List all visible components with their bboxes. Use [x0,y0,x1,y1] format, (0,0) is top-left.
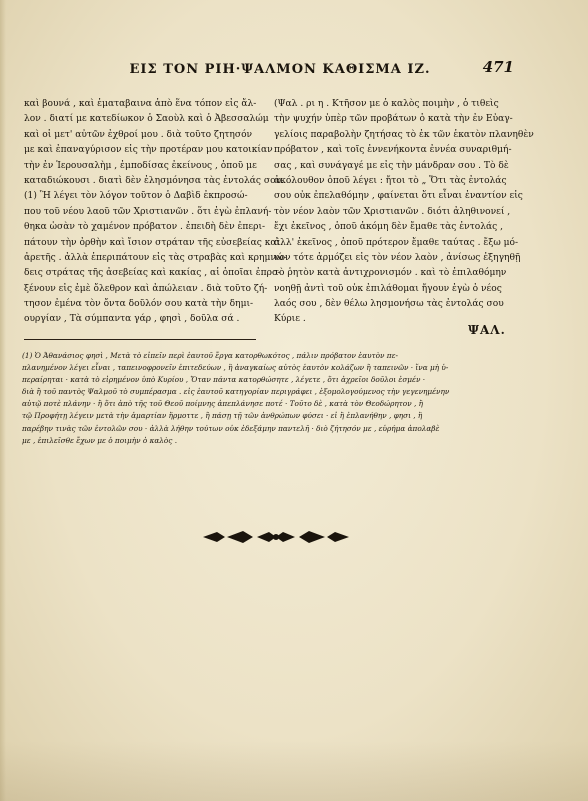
page-bottom-shading [0,741,588,801]
section-label: ΨΑΛ. [468,323,506,337]
text-line: (Ψαλ . ρι η . Κτῆσον με ὁ καλὸς ποιμὴν , ὁ τιθεὶς [274,99,499,109]
text-line: δεις στράτας τῆς ἀσεβείας καὶ κακίας , αἱ ὁποῖαι ἐπρο- [24,268,281,279]
text-line: γελίοις παραβολὴν ζητήσας τὸ ἐκ τῶν ἑκατὸν πλανηθὲν [274,129,534,140]
text-line: (1) Ἢ λέγει τὸν λόγον τοῦτον ὁ Δαβὶδ ἐκπροσώ- [24,191,248,202]
text-line: τὴν ψυχήν ὑπὲρ τῶν προβάτων ὁ κατὰ τὴν ἐν Εὐαγ- [274,114,513,125]
tailpiece-ornament-icon [203,529,349,545]
right-column-text [274,97,534,328]
footnote-line: πλανημένον λέγει εἶναι , ταπεινοφρονεῖν ἐπιτεδεύων , ἢ ἀναγκαίως αὐτὸς ἑαυτὸν κολάζων ἢ ταπεινῶν · ἵνα μὴ ὑ- [22,363,449,373]
footnote-line: διὰ ἢ τοῦ παντὸς Ψαλμοῦ τὸ συμπέρασμα . εἰς ἑαυτοῦ κατηγορίαν περιγράφει , ἐξομολογούμενος τὴν γεγενημένην [22,387,450,397]
text-line: τὸ ῥητὸν κατὰ ἀντιχρονισμόν . καὶ τὸ ἐπιλαθόμην [274,268,507,279]
text-line: ουργίαν , Τὰ σύμπαντα γάρ , φησὶ , δοῦλα σά . [24,314,240,325]
text-line: ἀκόλουθον ὁποῦ λέγει : ἤτοι τὸ „ Ὅτι τὰς ἐντολάς [274,175,507,186]
text-line: θηκα ὡσὰν τὸ χαμένον πρόβατον . ἐπειδὴ δὲν ἐπερι- [24,222,266,233]
footnote-line: παρέβην τινὰς τῶν ἐντολῶν σου · ἀλλὰ λήθην τούτων οὐκ ἐδεξάμην παντελῆ · διὸ ζήτησόν με , εὑρήμα ἀπολαβὲ [22,423,440,433]
text-line: σας , καὶ συνάγαγέ με εἰς τὴν μάνδραν σου . Τὸ δὲ [274,160,509,171]
text-line: Κύριε . [274,314,306,325]
text-line: ἔχι ἐκεῖνος , ὁποῦ ἀκόμη δὲν ἔμαθε τὰς ἐντολάς , [274,222,503,233]
page-header [0,58,588,82]
left-column-text [24,97,287,328]
text-line: καταδιώκουσι . διατὶ δὲν ἐλησμόνησα τὰς ἐντολάς σου. [24,175,284,186]
running-head: ΕΙΣ ΤΟΝ ΡΙΗ·ΨΑΛΜΟΝ ΚΑΘΙΣΜΑ ΙΖ. [129,62,431,77]
right-column [274,97,534,328]
text-line: που τοῦ νέου λαοῦ τῶν Χριστιανῶν . ὅτι ἐγὼ ἐπλανή- [24,206,272,217]
text-line: με καὶ ἐπαναγύρισον εἰς τὴν προτέραν μου κατοικίαν [24,145,273,156]
footnote [22,350,542,447]
text-line: καὶ βουνά , καὶ ἐματαβαινα ἀπὸ ἕνα τόπον εἰς ἄλ- [24,99,257,109]
text-line: νοηθῇ ἀντὶ τοῦ οὐκ ἐπιλάθομαι ἤγουν ἐγὼ ὁ νέος [274,283,502,294]
text-line: ξένουν εἰς ἐμὲ ὄλεθρον καὶ ἀπώλειαν . διὰ τοῦτο ζή- [24,283,268,294]
footnote-rule [24,339,256,340]
page-number: 471 [482,58,514,76]
text-line: ἀλλ' ἐκεῖνος , ὁποῦ πρότερον ἔμαθε ταύτας . ἔξω μό- [274,237,519,248]
text-line: σου οὐκ ἐπελαθόμην , φαίνεται ὅτι εἶναι ἐναντίον εἰς [274,191,523,202]
footnote-line: τῷ Προφήτῃ λέγειν μετὰ τὴν ἁμαρτίαν ἥρμοττε , ἢ πάσῃ τῇ τῶν ἀνθρώπων φύσει · εἰ ἢ ἐπλανήθην , φησι , ἢ [22,411,423,421]
text-line: καὶ οἱ μετ' αὐτῶν ἐχθροί μου . διὰ τοῦτο ζητησόν [24,129,253,140]
text-line: τὸν νέον λαὸν τῶν Χριστιανῶν . διότι ἀληθινονεί , [274,206,511,217]
text-line: λον . διατί με κατεδίωκον ὁ Σαοὺλ καὶ ὁ Ἀβεσσαλώμ [24,114,269,125]
left-column [24,97,287,328]
footnote-line: με , ἐπιλεῖσθε ἔχων με ὁ ποιμὴν ὁ καλὸς . [22,435,178,445]
footnote-line: αὐτῷ ποτὲ πλάνην · ἢ ὅτι ἀπὸ τῆς τοῦ Θεοῦ ποίμνης ἀπεπλάνησε ποτέ · Τοῦτο δὲ , κατὰ τὸν Θεοδώρητον , ἢ [22,399,423,409]
text-line: τησον ἐμένα τὸν ὄντα δοῦλόν σου κατὰ τὴν δημι- [24,299,254,310]
text-line: πάτουν τὴν ὀρθὴν καὶ ἴσιον στράταν τῆς εὐσεβείας καὶ [24,237,281,248]
page-edge-shadow [0,0,6,801]
footnote-line: (1) Ὁ Ἀθανάσιος φησὶ , Μετὰ τὸ εἰπεῖν περὶ ἑαυτοῦ ἔργα κατορθωκότος , πάλιν πρόβατον ἑαυτὸν πε- [22,351,398,360]
text-line: λαός σου , δὲν θέλω λησμονήσω τὰς ἐντολάς σου [274,299,504,310]
footnote-line: περαίρηται · κατὰ τὸ εἰρημένον ὑπὸ Κυρίου , Ὅταν πάντα κατορθώσητε , λέγετε , ὅτι ἀχρεῖοι δοῦλοι ἐσμέν · [22,375,426,385]
text-line: τὴν ἐν Ἱερουσαλὴμ , ἐμποδίσας ἐκείνους , ὁποῦ με [24,160,257,171]
text-line: πρόβατον , καὶ τοῖς ἐννενήκοντα ἐννέα συναριθμή- [274,145,512,156]
text-line: νον τότε ἁρμόζει εἰς τὸν νέον λαὸν , ἀνίσως ἐξηγηθῇ [274,252,521,263]
text-line: ἀρετῆς . ἀλλὰ ἐπεριπάτουν εἰς τὰς στραβὰς καὶ κρημνώ- [24,252,287,263]
